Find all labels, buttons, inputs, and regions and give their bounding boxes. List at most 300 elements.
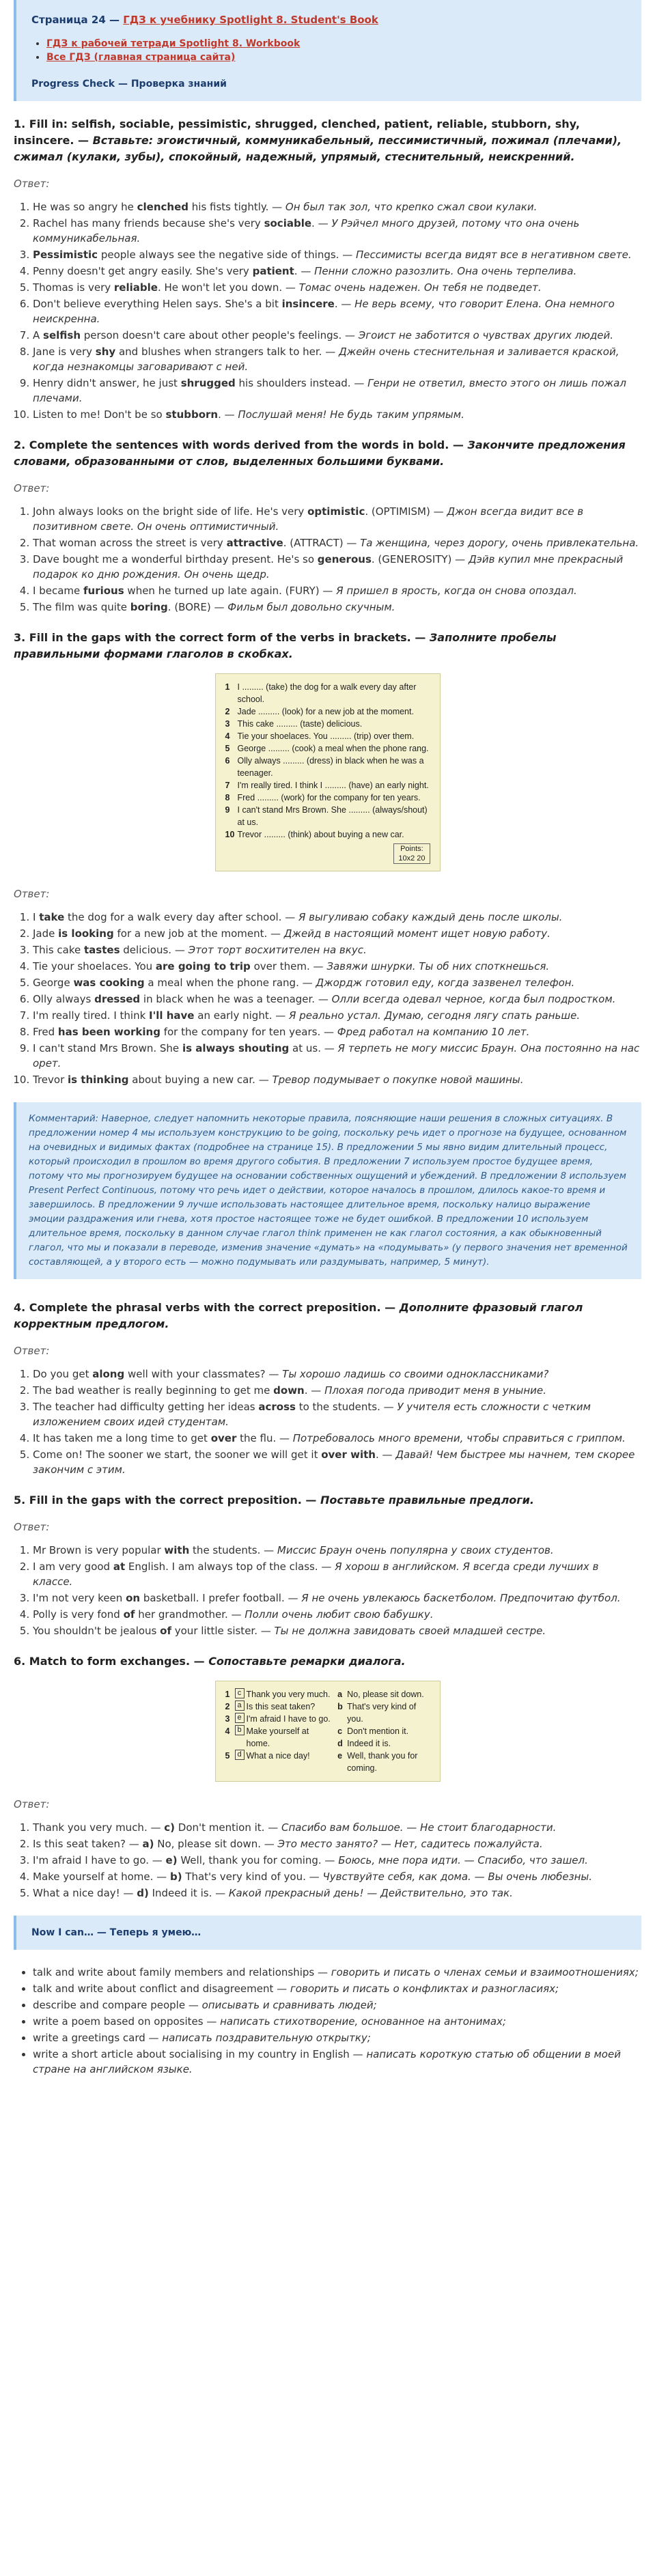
answer-text: Tie your shoelaces. You [33,960,156,972]
exercise-text: Fred ......... (work) for the company for ten years. [237,793,421,802]
translation-text: Я реально устал. Думаю, сегодня лягу спать раньше. [289,1009,581,1022]
match-text: Make yourself at home. [246,1726,309,1748]
answer-text: The film was quite [33,601,130,613]
list-item [33,296,641,326]
translation-text: говорить и писать о конфликтах и разногласиях; [290,1983,559,1995]
answer-text: the students. — [189,1544,277,1556]
translation-text: написать короткую статью об общении в моей стране на английском языке. [33,2048,621,2075]
answer-text: The bad weather is really beginning to get me [33,1384,274,1397]
skill-text: write a poem based on opposites — [33,2015,221,2028]
task6-textbook-image [215,1681,441,1782]
list-item [33,1447,641,1477]
answer-text: Penny doesn't get angry easily. She's very [33,265,253,277]
list-item [33,2030,641,2045]
match-letter: a [337,1690,343,1699]
list-item [33,1041,641,1071]
list-item [33,216,641,246]
task3-textbook-image [215,673,441,871]
answer-word: are going to trip [155,960,251,972]
match-right-column [337,1688,430,1774]
answer-text: to the students. — [295,1401,398,1413]
translation-text: Ты хорошо ладишь со своими одноклассниками? [282,1368,549,1380]
exercise-number: 10 [225,830,235,839]
translation-text: Это место занято? — Нет, садитесь пожалуйста. [277,1838,543,1850]
exercise-text: Trevor ......... (think) about buying a new car. [237,830,404,839]
list-item [33,535,641,550]
list-item [33,992,641,1007]
match-row [225,1750,331,1762]
answer-word: across [258,1401,296,1413]
answer-text: the flu. — [236,1432,293,1444]
answer-text: Polly is very fond [33,1608,124,1621]
translation-text: Фред работал на компанию 10 лет. [337,1026,530,1038]
exercise-text: This cake ......... (taste) delicious. [237,719,363,729]
match-text: Don't mention it. [347,1726,409,1736]
task2-heading: 2. Complete the sentences with words derived from the words in bold. — Закончите предложения словами, образованными от слов, выделенных большими буквами. [14,438,626,468]
match-number: 4 [225,1726,230,1736]
skill-text: talk and write about conflict and disagreement — [33,1983,290,1995]
answer-text: John always looks on the bright side of life. He's very [33,505,308,518]
points-value: 10x2 20 [398,854,426,863]
translation-text: Эгоист не заботится о чувствах других людей. [358,329,614,341]
exercise-row [225,792,430,804]
answer-text: Henry didn't answer, he just [33,377,181,389]
translation-text: Не верь всему, что говорит Елена. Она немного неискренна. [33,298,615,325]
answer-text: Olly always [33,993,95,1005]
task3-heading: 3. Fill in the gaps with the correct form of the verbs in brackets. — Заполните пробелы правильными формами глаголов в скобках. [14,631,557,660]
task3-answers [33,910,641,1087]
translation-text: Та женщина, через дорогу, очень привлекательна. [360,537,639,549]
exercise-number: 8 [225,793,230,802]
points-label: Points: [400,845,423,853]
translation-text: Давай! Чем быстрее мы начнем, тем скорее закончим с этим. [33,1448,635,1476]
comment-box: Комментарий: Наверное, следует напомнить некоторые правила, поясняющие наши решения в сложных ситуациях. В предложении номер 4 мы используем конструкцию to be going, поскольку речь идет о прогнозе на будущее, основанном на очевидных и видимых фактах (подробнее на странице 15). В предложении 5 мы явно видим длительный процесс, который происходил в прошлом во время другого события. В предложении 7 используем простое будущее время, потому что мы прогнозируем будущее на основании собственных ощущений и убеждений. В предложении 8 используем Present Perfect Continuous, потому что речь идет о действии, которое началось в прошлом, длилось какое-то время и завершилось. В предложении 9 лучше использовать настоящее длительное время, поскольку налицо выражение эмоции раздражения или гнева, хотя простое настоящее тоже не будет ошибкой. В предложении 10 используем длительное время, поскольку в данном случае глагол think применен не как глагол состояния, а как обыкновенный глагол, что мы и показали в переводе, изменив значение «думать» на «подумывать» (у первого значения нет временной составляющей, а у второго есть — можно подумывать или раздумывать, например, 5 минут). [14,1102,641,1279]
answer-word: has been working [57,1026,161,1038]
answer-text: Fred [33,1026,58,1038]
list-item [33,2047,641,2077]
answer-text: A [33,329,44,341]
match-text: I'm afraid I have to go. [246,1714,331,1724]
answer-text: This cake [33,944,85,956]
answer-word: b) [169,1871,182,1883]
answer-word: sociable [264,217,312,229]
translation-text: Он был так зол, что крепко сжал свои кулаки. [285,201,538,213]
answer-label: Ответ: [14,1521,50,1533]
answer-text: Come on! The sooner we start, the sooner we will get it [33,1448,322,1461]
answer-text: . (ATTRACT) — [283,537,361,549]
answer-word: shy [95,346,116,358]
answer-text: I am very good [33,1560,113,1573]
answer-box: b [235,1725,245,1735]
page-subtitle: Progress Check — Проверка знаний [31,79,227,89]
list-item [33,1820,641,1835]
answer-text: Listen to me! Don't be so [33,408,166,421]
answer-text: I'm not very keen [33,1592,126,1604]
translation-text: Я выгуливаю собаку каждый день после школы. [298,911,563,923]
answer-text: . (GENEROSITY) — [371,553,469,565]
match-row [225,1700,331,1713]
answer-text: a meal when the phone rang. — [144,977,316,989]
answer-box: e [235,1713,245,1723]
all-gdz-link[interactable]: Все ГДЗ (главная страница сайта) [46,52,236,63]
match-number: 1 [225,1690,230,1699]
exercise-number: 2 [225,707,230,716]
answer-label: Ответ: [14,1345,50,1357]
answer-word: over [210,1432,237,1444]
match-text: Thank you very much. [246,1690,331,1699]
answer-text: I [33,911,40,923]
exercise-row [225,730,430,742]
answer-text: at us. — [289,1042,338,1054]
task4-answers [33,1367,641,1477]
answer-text: . — [304,1384,325,1397]
answer-text: over them. — [250,960,327,972]
skill-text: describe and compare people — [33,1999,202,2011]
answer-text: Don't mention it. — [175,1821,281,1834]
list-item [33,1998,641,2013]
list-item [33,504,641,534]
answer-text: Do you get [33,1368,93,1380]
answer-text: George [33,977,74,989]
answer-text: Jade [33,927,59,940]
list-item [33,1024,641,1039]
answer-word: Pessimistic [33,249,98,261]
exercise-row [225,705,430,718]
answer-word: attractive [226,537,283,549]
answer-text: What a nice day! — [33,1887,137,1899]
answer-label: Ответ: [14,888,50,900]
task6-heading: 6. Match to form exchanges. — Сопоставьте ремарки диалога. [14,1655,406,1668]
answer-word: a) [142,1838,154,1850]
list-item [33,1367,641,1382]
list-item [46,37,626,51]
task1-answers [33,199,641,422]
match-letter: e [337,1751,343,1761]
exercise-row [225,718,430,730]
match-letter: d [337,1739,343,1748]
translation-text: Этот торт восхитителен на вкус. [188,944,367,956]
task2-answers [33,504,641,615]
answer-text: about buying a new car. — [128,1074,273,1086]
list-item [33,1072,641,1087]
answer-text: English. I am always top of the class. — [125,1560,335,1573]
exercise-number: 3 [225,719,230,729]
list-item [33,1981,641,1996]
answer-word: on [126,1592,141,1604]
list-item [33,280,641,295]
task5-answers [33,1543,641,1638]
translation-text: описывать и сравнивать людей; [201,1999,377,2011]
match-number: 2 [225,1702,230,1711]
task1-heading: 1. Fill in: selfish, sociable, pessimistic, shrugged, clenched, patient, reliable, stubborn, shy, insincere. — Вставьте: эгоистичный, коммуникабельный, пессимистичный, пожимал (плечами), сжимал (кулаки, зубы), спокойный, надежный, упрямый, стеснительный, неискренний. [14,117,622,163]
task4-heading: 4. Complete the phrasal verbs with the correct preposition. — Дополните фразовый глагол корректным предлогом. [14,1301,583,1330]
list-item [33,1869,641,1884]
answer-word: reliable [113,281,158,294]
answer-word: over with [321,1448,376,1461]
answer-word: c) [164,1821,175,1834]
exercise-row [225,742,430,755]
list-item [33,1008,641,1023]
translation-text: написать поздравительную открытку; [162,2032,371,2044]
translation-text: говорить и писать о членах семьи и взаимоотношениях; [331,1966,639,1978]
match-text: That's very kind of you. [347,1702,417,1724]
translation-text: Джон всегда видит все в позитивном свете. Он очень оптимистичный. [33,505,584,533]
translation-text: Пессимисты всегда видят все в негативном свете. [355,249,632,261]
answer-word: boring [130,601,168,613]
skill-text: talk and write about family members and relationships — [33,1966,331,1978]
answer-text: I'm really tired. I think [33,1009,150,1022]
translation-text: Фильм был довольно скучным. [227,601,395,613]
translation-text: Пенни сложно разозлить. Она очень терпелива. [314,265,577,277]
answer-word: is always shouting [182,1042,290,1054]
exercise-row [225,755,430,779]
answer-text: his fists tightly. — [189,201,285,213]
answer-text: . — [334,298,355,310]
points-box [393,843,430,864]
translation-text: Ты не должна завидовать своей младшей сестре. [274,1625,546,1637]
answer-box: a [235,1700,245,1711]
answer-text: Don't believe everything Helen says. She's a bit [33,298,282,310]
answer-text: well with your classmates? — [124,1368,283,1380]
list-item [33,1559,641,1589]
task5-heading: 5. Fill in the gaps with the correct preposition. — Поставьте правильные предлоги. [14,1494,534,1507]
answer-text: people always see the negative side of things. — [98,249,356,261]
translation-text: Боюсь, мне пора идти. — Спасибо, что зашел. [338,1854,588,1866]
answer-text: . (OPTIMISM) — [365,505,447,518]
answer-box: d [235,1750,245,1760]
answer-label: Ответ: [14,178,50,190]
skill-text: write a greetings card — [33,2032,163,2044]
answer-text: I'm afraid I have to go. — [33,1854,166,1866]
answer-word: insincere [281,298,335,310]
answer-word: along [92,1368,125,1380]
answer-text: Rachel has many friends because she's very [33,217,264,229]
skill-text: write a short article about socialising in my country in English — [33,2048,367,2060]
translation-text: У Рэйчел много друзей, потому что она очень коммуникабельная. [33,217,580,244]
list-item [33,975,641,990]
answer-word: d) [137,1887,149,1899]
answer-text: the dog for a walk every day after school. — [64,911,298,923]
list-item [33,552,641,582]
match-text: Is this seat taken? [246,1702,316,1711]
match-text: Indeed it is. [347,1739,391,1748]
translation-text: Потребовалось много времени, чтобы справиться с гриппом. [292,1432,626,1444]
now-i-can-box: Now I can… — Теперь я умею… [14,1916,641,1950]
match-row [225,1688,331,1700]
list-item [33,1965,641,1980]
task6-image-wrap [14,1681,641,1782]
translation-text: Полли очень любит свою бабушку. [245,1608,434,1621]
answer-text: I can't stand Mrs Brown. She [33,1042,182,1054]
answer-text: Make yourself at home. — [33,1871,170,1883]
answer-text: and blushes when strangers talk to her. — [115,346,339,358]
answer-text: He was so angry he [33,201,137,213]
answer-text: Thomas is very [33,281,114,294]
answer-word: dressed [94,993,141,1005]
answer-word: take [39,911,65,923]
list-item [33,1431,641,1446]
exercise-text: I can't stand Mrs Brown. She ......... (always/shout) at us. [237,805,428,827]
now-i-can-list [33,1965,641,2077]
title-prefix: Страница 24 — [31,14,124,26]
list-item [33,942,641,957]
answer-text: when he turned up late again. (FURY) — [124,585,337,597]
exercise-text: I ......... (take) the dog for a walk every day after school. [237,682,417,704]
answer-word: e) [165,1854,178,1866]
answer-text: That's very kind of you. — [182,1871,323,1883]
answer-text: . — [218,408,238,421]
answer-label: Ответ: [14,482,50,494]
translation-text: Чувствуйте себя, как дома. — Вы очень любезны. [322,1871,593,1883]
answer-text: Indeed it is. — [148,1887,229,1899]
translation-text: Плохая погода приводит меня в уныние. [324,1384,546,1397]
translation-text: У учителя есть сложности с четким изложением своих идей студентам. [33,1401,591,1428]
exercise-text: Olly always ......... (dress) in black when he was a teenager. [237,756,424,778]
exercise-number: 4 [225,731,230,741]
translation-text: Джордж готовил еду, когда зазвенел телефон. [316,977,575,989]
exercise-row [225,779,430,792]
answer-word: stubborn [165,408,219,421]
answer-word: of [160,1625,171,1637]
answer-text: No, please sit down. — [154,1838,278,1850]
list-item [33,1543,641,1558]
exercise-row [225,804,430,828]
answer-text: basketball. I prefer football. — [140,1592,302,1604]
translation-text: Я хорош в английском. Я всегда среди лучших в классе. [33,1560,599,1588]
answer-text: It has taken me a long time to get [33,1432,211,1444]
answer-word: furious [83,585,124,597]
translation-text: написать стихотворение, основанное на антонимах; [220,2015,506,2028]
answer-word: selfish [43,329,81,341]
translation-text: Джейд в настоящий момент ищет новую работу. [283,927,551,940]
answer-box: c [235,1688,245,1698]
exercise-text: I'm really tired. I think I ......... (have) an early night. [237,781,429,790]
task6-answers [33,1820,641,1901]
list-item [33,1836,641,1851]
answer-text: Is this seat taken? — [33,1838,143,1850]
header-links [46,37,626,64]
match-number: 3 [225,1714,230,1724]
answer-text: Thank you very much. — [33,1821,165,1834]
answer-word: optimistic [307,505,365,518]
translation-text: Я не очень увлекаюсь баскетболом. Предпочитаю футбол. [301,1592,621,1604]
answer-text: . (BORE) — [167,601,228,613]
list-item [33,959,641,974]
translation-text: Послушай меня! Не будь таким упрямым. [238,408,464,421]
match-row [225,1725,331,1750]
answer-text: for the company for ten years. — [160,1026,337,1038]
answer-text: . — [375,1448,396,1461]
workbook-link[interactable]: ГДЗ к рабочей тетради Spotlight 8. Workbook [46,38,301,49]
list-item [33,328,641,343]
answer-text: . — [294,265,315,277]
translation-text: Я терпеть не могу миссис Браун. Она постоянно на нас орет. [33,1042,640,1069]
answer-word: patient [252,265,294,277]
answer-word: tastes [84,944,120,956]
page-title [31,12,626,27]
translation-text: Олли всегда одевал черное, когда был подростком. [331,993,616,1005]
exercise-text: Jade ......... (look) for a new job at the moment. [237,707,414,716]
answer-word: shrugged [180,377,236,389]
exercise-number: 7 [225,781,230,790]
translation-text: Дэйв купил мне прекрасный подарок ко дню рождения. Он очень щедр. [33,553,624,580]
answer-word: at [113,1560,126,1573]
answer-word: clenched [137,201,189,213]
list-item [33,407,641,422]
answer-text: delicious. — [120,944,189,956]
list-item [33,199,641,214]
answer-text: an early night. — [194,1009,290,1022]
translation-text: Генри не ответил, вместо этого он лишь пожал плечами. [33,377,626,404]
list-item [33,264,641,279]
translation-text: Миссис Браун очень популярна у своих студентов. [277,1544,554,1556]
list-item [33,1853,641,1868]
match-text: No, please sit down. [347,1690,424,1699]
answer-word: is looking [58,927,114,940]
task3-image-wrap [14,673,641,871]
exercise-row [225,828,430,841]
answer-word: I'll have [149,1009,195,1022]
list-item [33,1399,641,1429]
answer-text: Dave bought me a wonderful birthday present. He's so [33,553,318,565]
answer-text: your little sister. — [171,1625,275,1637]
answer-text: Trevor [33,1074,68,1086]
exercise-number: 1 [225,682,230,692]
list-item [33,583,641,598]
answer-label: Ответ: [14,1798,50,1810]
answer-word: with [164,1544,190,1556]
match-row [337,1700,430,1725]
list-item [33,1607,641,1622]
list-item [33,247,641,262]
answer-text: Well, thank you for coming. — [177,1854,339,1866]
answer-text: her grandmother. — [135,1608,245,1621]
answer-text: That woman across the street is very [33,537,227,549]
match-number: 5 [225,1751,230,1761]
list-item [33,1886,641,1901]
exercise-number: 6 [225,756,230,766]
match-letter: c [337,1726,343,1736]
exercise-number: 9 [225,805,230,815]
answer-text: I became [33,585,83,597]
list-item [33,1591,641,1606]
translation-text: Какой прекрасный день! — Действительно, это так. [228,1887,513,1899]
answer-word: was cooking [73,977,145,989]
list-item [33,910,641,925]
list-item [33,1623,641,1638]
answer-word: of [123,1608,135,1621]
translation-text: Тревор подумывает о покупке новой машины. [272,1074,524,1086]
translation-text: Я пришел в ярость, когда он снова опоздал. [336,585,577,597]
match-text: What a nice day! [246,1751,310,1761]
translation-text: Джейн очень стеснительная и заливается краской, когда незнакомцы заговаривают с ней. [33,346,619,373]
answer-text: The teacher had difficulty getting her ideas [33,1401,259,1413]
list-item [33,1383,641,1398]
answer-text: You shouldn't be jealous [33,1625,161,1637]
answer-text: for a new job at the moment. — [113,927,284,940]
translation-text: Спасибо вам большое. — Не стоит благодарности. [281,1821,557,1834]
match-text: Well, thank you for coming. [347,1751,418,1773]
list-item [46,51,626,64]
list-item [33,600,641,615]
exercise-row [225,681,430,705]
exercise-number: 5 [225,744,230,753]
student-book-link[interactable]: ГДЗ к учебнику Spotlight 8. Student's Book [123,14,378,26]
answer-text: in black when he was a teenager. — [140,993,332,1005]
match-row [225,1713,331,1725]
answer-text: Mr Brown is very popular [33,1544,165,1556]
translation-text: Завяжи шнурки. Ты об них споткнешься. [326,960,550,972]
